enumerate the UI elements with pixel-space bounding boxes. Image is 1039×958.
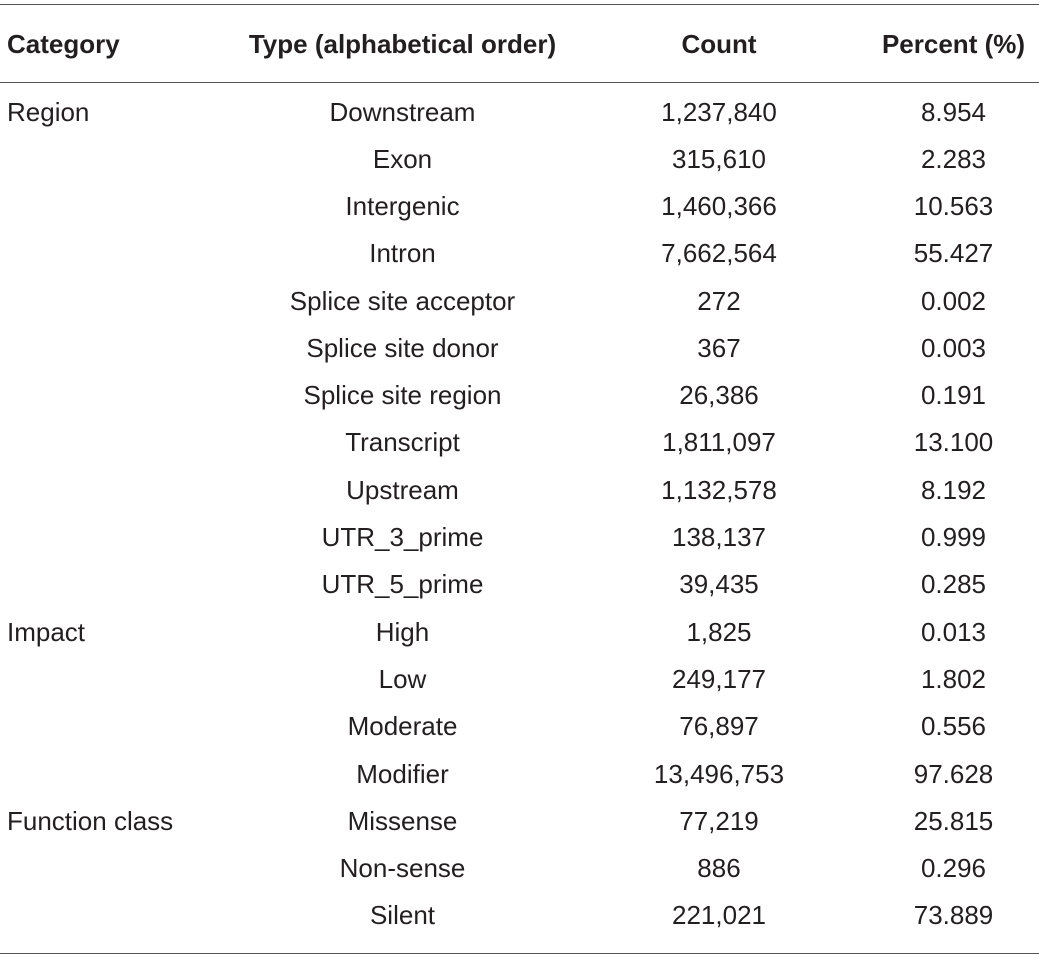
cell-count: 1,811,097 [662,427,776,458]
table-row [0,230,1039,277]
cell-category [0,182,220,229]
cell-count: 26,386 [679,380,759,411]
cell-type: Moderate [347,711,458,742]
cell-percent: 0.191 [920,380,987,411]
cell-percent: 0.003 [920,332,987,363]
cell-count: 1,132,578 [661,474,777,505]
cell-category [0,419,220,466]
cell-count: 7,662,564 [661,238,777,269]
cell-type: Upstream [346,474,459,505]
cell-percent: 0.999 [920,522,987,553]
cell-percent: 73.889 [913,900,994,931]
header-count: Count [681,28,757,59]
cell-count: 1,237,840 [661,96,777,127]
cell-count: 1,460,366 [661,190,777,221]
cell-type: Intron [369,238,436,269]
header-category: Category [7,28,120,59]
table-row [0,608,1039,655]
cell-type: Transcript [345,427,460,458]
header-percent: Percent (%) [881,28,1026,59]
cell-percent: 0.556 [920,711,987,742]
cell-count: 886 [697,853,741,884]
table-row [0,277,1039,324]
cell-type: Low [378,663,427,694]
cell-type: Silent [369,900,436,931]
cell-count: 13,496,753 [653,758,785,789]
cell-category [0,371,220,418]
header-row [0,5,1039,82]
table-row [0,655,1039,702]
cell-count: 76,897 [679,711,759,742]
cell-percent: 25.815 [913,805,994,836]
cell-category [0,135,220,182]
cell-type: Missense [347,805,458,836]
table-body [0,82,1039,939]
cell-category [0,892,220,939]
cell-percent: 0.296 [920,853,987,884]
cell-category [0,844,220,891]
cell-count: 138,137 [672,522,766,553]
cell-percent: 8.192 [920,474,987,505]
cell-percent: 0.002 [920,285,987,316]
table-row [0,513,1039,560]
cell-type: High [375,616,430,647]
cell-percent: 13.100 [913,427,994,458]
cell-percent: 0.013 [920,616,987,647]
table-header [0,5,1039,82]
table-row [0,466,1039,513]
cell-category [0,277,220,324]
cell-type: Downstream [329,96,476,127]
cell-type: UTR_5_prime [321,569,484,600]
cell-category [0,513,220,560]
table-row [0,797,1039,844]
cell-percent: 2.283 [920,143,987,174]
table-row [0,182,1039,229]
table-row [0,419,1039,466]
cell-type: Non-sense [339,853,466,884]
cell-percent: 8.954 [920,96,987,127]
table-row [0,844,1039,891]
cell-percent: 1.802 [920,663,987,694]
table-row [0,135,1039,182]
cell-category [0,655,220,702]
cell-percent: 97.628 [913,758,994,789]
cell-category [0,466,220,513]
cell-category [0,230,220,277]
cell-percent: 10.563 [913,190,994,221]
table-row [0,892,1039,939]
cell-count: 249,177 [672,663,766,694]
cell-category [0,561,220,608]
cell-count: 221,021 [672,900,766,931]
header-type: Type (alphabetical order) [248,28,557,59]
table-row [0,324,1039,371]
cell-type: Exon [372,143,433,174]
cell-count: 367 [697,332,741,363]
cell-category [0,703,220,750]
cell-type: Splice site donor [306,332,499,363]
cell-type: UTR_3_prime [321,522,484,553]
table-row [0,703,1039,750]
cell-category [0,750,220,797]
cell-type: Modifier [356,758,449,789]
cell-count: 272 [697,285,741,316]
cell-category: Function class [7,805,174,836]
table-row [0,82,1039,135]
cell-percent: 0.285 [920,569,987,600]
cell-category: Impact [7,616,86,647]
cell-type: Splice site acceptor [289,285,516,316]
variant-annotation-table [0,5,1039,939]
cell-category: Region [7,96,90,127]
table-row [0,750,1039,797]
cell-count: 39,435 [679,569,759,600]
cell-percent: 55.427 [913,238,994,269]
cell-count: 1,825 [686,616,752,647]
bottom-rule [0,953,1039,954]
table-row [0,371,1039,418]
table-row [0,561,1039,608]
cell-category [0,324,220,371]
cell-count: 77,219 [679,805,759,836]
cell-count: 315,610 [672,143,766,174]
cell-type: Intergenic [345,190,460,221]
cell-type: Splice site region [303,380,502,411]
